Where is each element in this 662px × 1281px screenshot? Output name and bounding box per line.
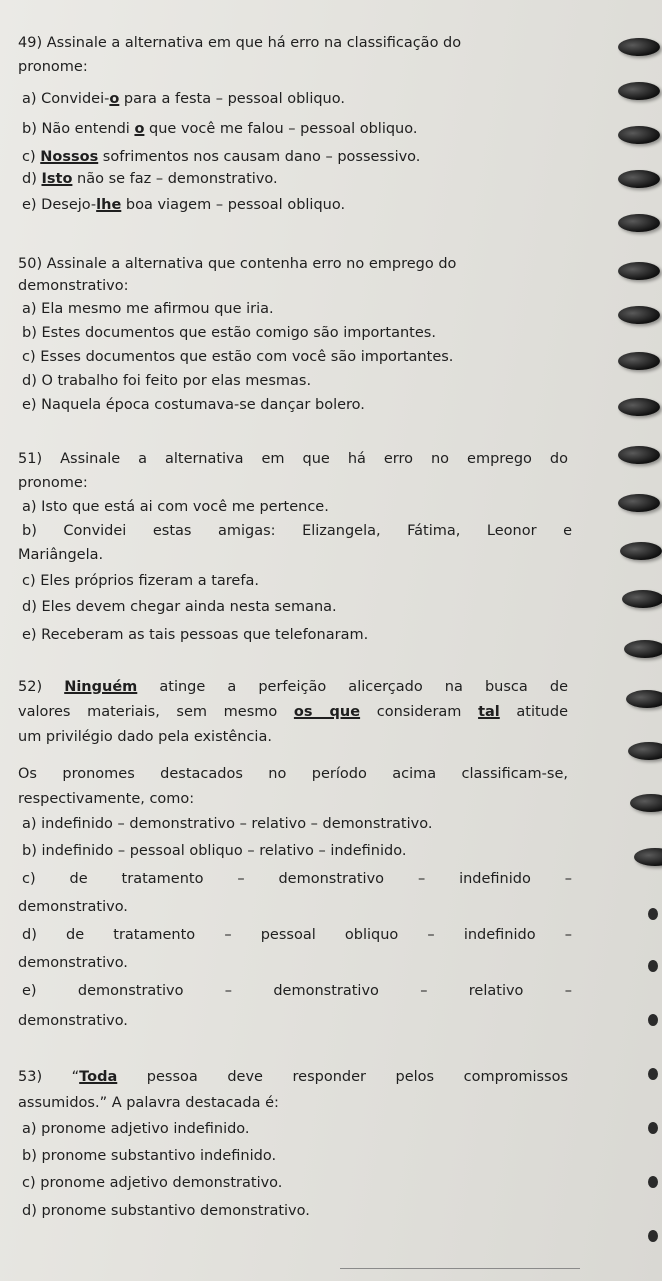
q51-option-b-line1: b) Convidei estas amigas: Elizangela, Fátima, Leonor e [22, 523, 572, 539]
spiral-ring [634, 848, 662, 866]
spiral-ring [618, 494, 660, 512]
spiral-ring [618, 446, 660, 464]
binding-hole [648, 1068, 658, 1080]
spiral-ring [624, 640, 662, 658]
spiral-ring [618, 306, 660, 324]
q52-option-b: b) indefinido – pessoal obliquo – relativo – indefinido. [22, 843, 407, 859]
spiral-ring [618, 38, 660, 56]
q51-title-line1: 51) Assinale a alternativa em que há erro no emprego do [18, 451, 568, 467]
spiral-ring [618, 352, 660, 370]
q53-option-b: b) pronome substantivo indefinido. [22, 1148, 277, 1164]
q50-option-d: d) O trabalho foi feito por elas mesmas. [22, 373, 312, 389]
q50-title-line2: demonstrativo: [18, 278, 129, 294]
page-bottom-rule [340, 1268, 580, 1269]
q51-option-d: d) Eles devem chegar ainda nesta semana. [22, 599, 337, 615]
q51-option-a: a) Isto que está ai com você me pertence. [22, 499, 329, 515]
binding-hole [648, 1122, 658, 1134]
spiral-ring [630, 794, 662, 812]
q52-option-c-line2: demonstrativo. [18, 899, 128, 915]
q51-title-line2: pronome: [18, 475, 88, 491]
spiral-ring [626, 690, 662, 708]
spiral-ring [618, 262, 660, 280]
q49-option-c: c) Nossos sofrimentos nos causam dano – possessivo. [22, 149, 421, 165]
q50-option-b: b) Estes documentos que estão comigo são importantes. [22, 325, 436, 341]
q52-option-d-line1: d) de tratamento – pessoal obliquo – indefinido – [22, 927, 572, 943]
spiral-binding [604, 0, 662, 1281]
spiral-ring [618, 170, 660, 188]
q49-option-b: b) Não entendi o que você me falou – pessoal obliquo. [22, 121, 418, 137]
q50-option-a: a) Ela mesmo me afirmou que iria. [22, 301, 274, 317]
q52-option-c-line1: c) de tratamento – demonstrativo – indefinido – [22, 871, 572, 887]
q53-statement-line1: 53) “Toda pessoa deve responder pelos compromissos [18, 1069, 569, 1085]
binding-hole [648, 960, 658, 972]
spiral-ring [628, 742, 662, 760]
q49-option-e: e) Desejo-lhe boa viagem – pessoal obliquo. [22, 197, 346, 213]
binding-hole [648, 908, 658, 920]
q52-statement-line3: um privilégio dado pela existência. [18, 729, 272, 745]
q49-title-line1: 49) Assinale a alternativa em que há erro na classificação do [18, 35, 462, 51]
q49-option-d: d) Isto não se faz – demonstrativo. [22, 171, 278, 187]
binding-hole [648, 1014, 658, 1026]
q52-option-a: a) indefinido – demonstrativo – relativo – demonstrativo. [22, 816, 433, 832]
q51-option-e: e) Receberam as tais pessoas que telefonaram. [22, 627, 369, 643]
q53-option-a: a) pronome adjetivo indefinido. [22, 1121, 250, 1137]
q52-statement-line2: valores materiais, sem mesmo os que consideram tal atitude [18, 704, 568, 720]
q52-statement-line1: 52) Ninguém atinge a perfeição alicerçado na busca de [18, 679, 568, 695]
q51-option-c: c) Eles próprios fizeram a tarefa. [22, 573, 259, 589]
q49-title-line2: pronome: [18, 59, 88, 75]
q50-option-c: c) Esses documentos que estão com você são importantes. [22, 349, 454, 365]
q51-option-b-line2: Mariângela. [18, 547, 104, 563]
spiral-ring [618, 398, 660, 416]
q52-question-line1: Os pronomes destacados no período acima classificam-se, [18, 766, 568, 782]
spiral-ring [618, 214, 660, 232]
q52-option-e-line1: e) demonstrativo – demonstrativo – relativo – [22, 983, 572, 999]
spiral-ring [620, 542, 662, 560]
q52-option-d-line2: demonstrativo. [18, 955, 128, 971]
spiral-ring [622, 590, 662, 608]
q52-question-line2: respectivamente, como: [18, 791, 195, 807]
binding-hole [648, 1230, 658, 1242]
spiral-ring [618, 82, 660, 100]
q52-option-e-line2: demonstrativo. [18, 1013, 128, 1029]
spiral-ring [618, 126, 660, 144]
q53-option-c: c) pronome adjetivo demonstrativo. [22, 1175, 283, 1191]
q49-option-a: a) Convidei-o para a festa – pessoal obliquo. [22, 91, 345, 107]
q50-option-e: e) Naquela época costumava-se dançar bolero. [22, 397, 365, 413]
q50-title-line1: 50) Assinale a alternativa que contenha erro no emprego do [18, 256, 457, 272]
binding-hole [648, 1176, 658, 1188]
q53-option-d: d) pronome substantivo demonstrativo. [22, 1203, 310, 1219]
q53-statement-line2: assumidos.” A palavra destacada é: [18, 1095, 279, 1111]
